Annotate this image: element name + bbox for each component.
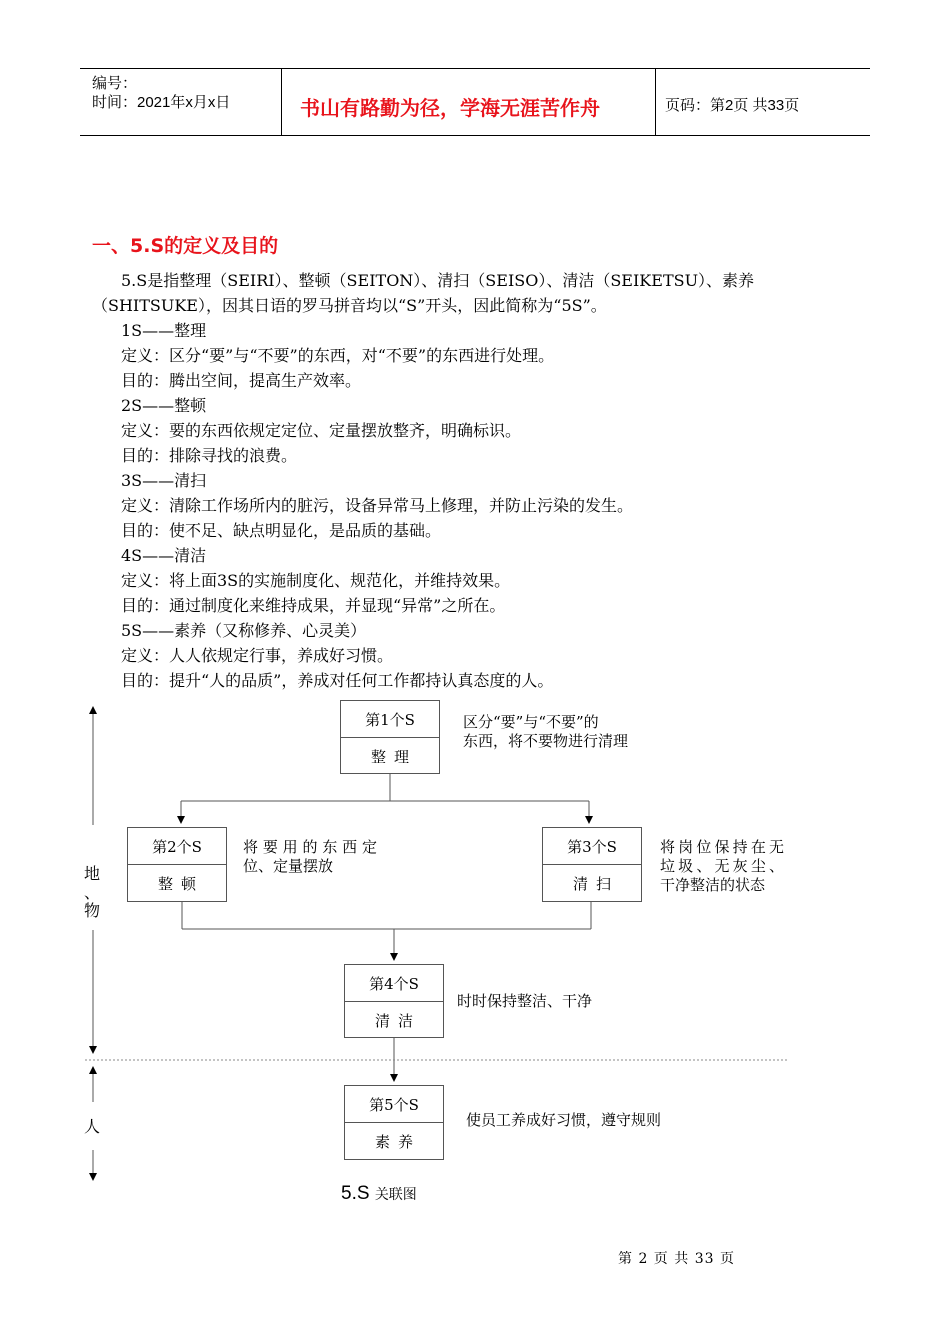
- description-line: 东西，将不要物进行清理: [463, 732, 629, 750]
- box-name: 整理: [370, 747, 417, 766]
- list-item: 目的：排除寻找的浪费。: [121, 446, 298, 465]
- list-item: 1S——整理: [121, 321, 207, 340]
- header-page-label: 页码：第2页 共33页: [665, 97, 800, 114]
- box-name: 素养: [374, 1132, 421, 1151]
- list-item: 目的：提升“人的品质”，养成对任何工作都持认真态度的人。: [121, 671, 554, 690]
- list-item: 定义：要的东西依规定定位、定量摆放整齐，明确标识。: [121, 421, 522, 440]
- section-title: 一、5.S的定义及目的: [92, 235, 279, 257]
- side-label-separator: 、: [84, 883, 101, 902]
- side-label-object: 物: [84, 901, 101, 920]
- header-motto: 书山有路勤为径，学海无涯苦作舟: [300, 96, 600, 120]
- box-label: 第1个S: [341, 701, 439, 738]
- box-2s-description: [243, 838, 377, 876]
- side-label-people: 人: [84, 1117, 101, 1136]
- box-name: 清扫: [572, 874, 619, 893]
- description-line: 干净整洁的状态: [660, 876, 766, 894]
- caption-main: 5.S: [341, 1183, 370, 1204]
- intro-line-2: （SHITSUKE），因其日语的罗马拼音均以“S”开头，因此简称为“5S”。: [92, 296, 607, 315]
- list-item: 定义：人人依规定行事，养成好习惯。: [121, 646, 394, 665]
- box-3s: [542, 827, 642, 902]
- box-name: 整顿: [157, 874, 204, 893]
- list-item: 4S——清洁: [121, 546, 207, 565]
- list-item: 目的：使不足、缺点明显化，是品质的基础。: [121, 521, 442, 540]
- box-1s-description: [463, 713, 653, 751]
- description-line: 将要用的东西定: [243, 838, 377, 856]
- list-item: 3S——清扫: [121, 471, 207, 490]
- box-2s: [127, 827, 227, 902]
- box-label: 第2个S: [128, 828, 226, 865]
- list-item: 目的：腾出空间，提高生产效率。: [121, 371, 362, 390]
- box-5s: [344, 1085, 444, 1160]
- list-item: 定义：将上面3S的实施制度化、规范化，并维持效果。: [121, 571, 511, 590]
- header-date-label: 时间：2021年x月x日: [92, 94, 231, 111]
- list-item: 目的：通过制度化来维持成果，并显现“异常”之所在。: [121, 596, 506, 615]
- box-4s: [344, 964, 444, 1038]
- list-item: 定义：区分“要”与“不要”的东西，对“不要”的东西进行处理。: [121, 346, 555, 365]
- side-label-ground: 地: [84, 864, 101, 883]
- list-item: 2S——整顿: [121, 396, 207, 415]
- diagram-caption: [341, 1183, 417, 1205]
- intro-line-1: 5.S是指整理（SEIRI）、整顿（SEITON）、清扫（SEISO）、清洁（SEIKETSU）、素养: [121, 271, 755, 290]
- list-item: 定义：清除工作场所内的脏污，设备异常马上修理，并防止污染的发生。: [121, 496, 634, 515]
- caption-sub: 关联图: [374, 1187, 417, 1203]
- header-serial-label: 编号：: [92, 75, 138, 92]
- description-line: 区分“要”与“不要”的: [463, 713, 599, 731]
- page-footer: 第 2 页 共 33 页: [618, 1251, 735, 1267]
- list-item: 5S——素养（又称修养、心灵美）: [121, 621, 367, 640]
- description-line: 垃圾、无灰尘、: [660, 857, 784, 875]
- box-4s-description: 时时保持整洁、干净: [457, 992, 593, 1010]
- description-line: 位、定量摆放: [243, 857, 334, 875]
- box-3s-description: [660, 838, 784, 895]
- box-1s: [340, 700, 440, 774]
- box-label: 第3个S: [543, 828, 641, 865]
- description-line: 将岗位保持在无: [660, 838, 784, 856]
- box-5s-description: 使员工养成好习惯，遵守规则: [466, 1111, 662, 1129]
- box-label: 第4个S: [345, 965, 443, 1002]
- box-label: 第5个S: [345, 1086, 443, 1123]
- box-name: 清洁: [374, 1011, 421, 1030]
